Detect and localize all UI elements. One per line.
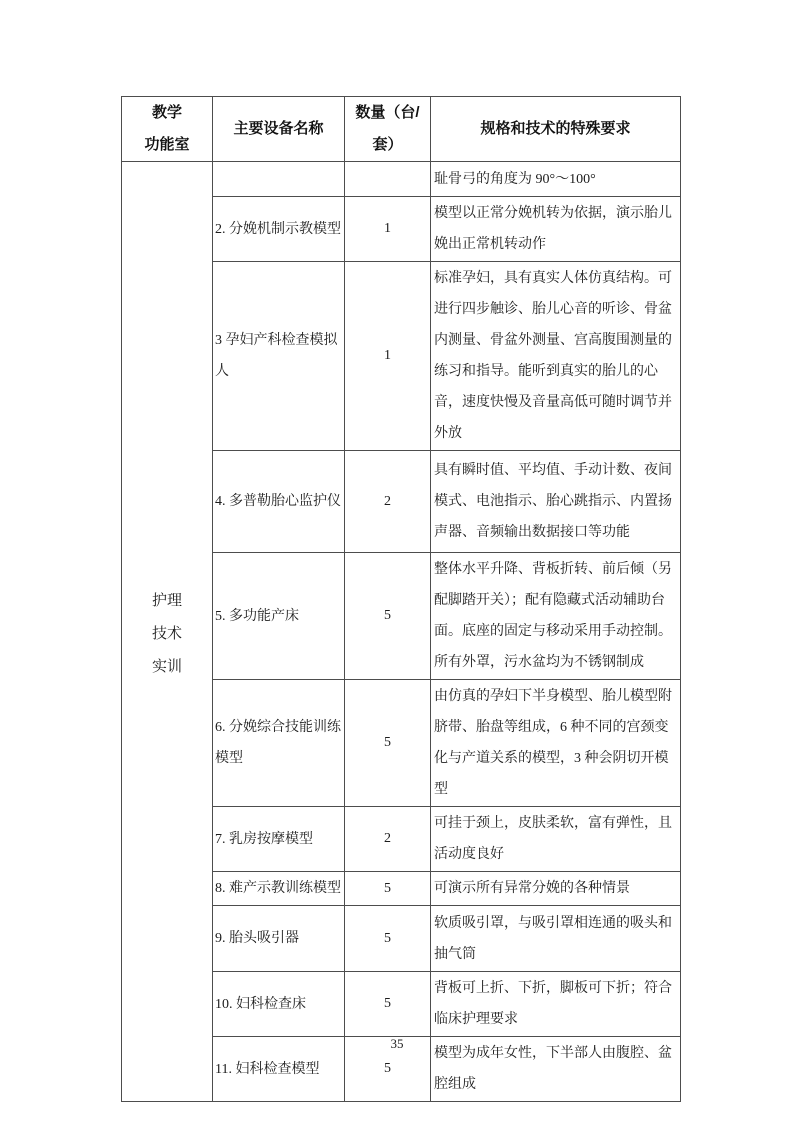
spec-cell: 具有瞬时值、平均值、手动计数、夜间模式、电池指示、胎心跳指示、内置扬声器、音频输出数据接口等功能	[431, 451, 681, 553]
quantity-cell: 5	[345, 972, 431, 1037]
header-room-line1: 教学	[151, 104, 182, 121]
device-name-cell: 2. 分娩机制示教模型	[213, 197, 345, 262]
header-cell-spec: 规格和技术的特殊要求	[431, 97, 681, 162]
spec-cell: 整体水平升降、背板折转、前后倾（另配脚踏开关）；配有隐藏式活动辅助台面。底座的固定与移动采用手动控制。所有外罩，污水盆均为不锈钢制成	[431, 553, 681, 680]
spec-cell: 由仿真的孕妇下半身模型、胎儿模型附脐带、胎盘等组成，6 种不同的宫颈变化与产道关系的模型，3 种会阴切开模型	[431, 680, 681, 807]
quantity-cell: 5	[345, 872, 431, 906]
room-label-line1: 护理	[151, 592, 182, 609]
header-cell-room	[122, 97, 213, 162]
page-number: 35	[390, 1036, 404, 1051]
quantity-cell: 5	[345, 680, 431, 807]
device-name-cell: 4. 多普勒胎心监护仪	[213, 451, 345, 553]
quantity-cell: 2	[345, 451, 431, 553]
room-label-line2: 技术	[151, 625, 182, 642]
spec-cell: 模型以正常分娩机转为依据，演示胎儿娩出正常机转动作	[431, 197, 681, 262]
device-name-cell: 3 孕妇产科检查模拟人	[213, 262, 345, 451]
quantity-cell	[345, 162, 431, 197]
spec-cell: 标准孕妇，具有真实人体仿真结构。可进行四步触诊、胎儿心音的听诊、骨盆内测量、骨盆外测量、宫高腹围测量的练习和指导。能听到真实的胎儿的心音，速度快慢及音量高低可随时调节并外放	[431, 262, 681, 451]
room-label-cell	[122, 162, 213, 1102]
quantity-cell: 2	[345, 807, 431, 872]
quantity-cell: 1	[345, 197, 431, 262]
quantity-cell: 5	[345, 553, 431, 680]
spec-cell: 背板可上折、下折，脚板可下折；符合临床护理要求	[431, 972, 681, 1037]
spec-cell: 模型为成年女性，下半部人由腹腔、盆腔组成	[431, 1037, 681, 1102]
room-label-line3: 实训	[151, 658, 182, 675]
device-name-cell	[213, 162, 345, 197]
header-cell-equipment: 主要设备名称	[213, 97, 345, 162]
spec-cell: 可挂于颈上，皮肤柔软，富有弹性，且活动度良好	[431, 807, 681, 872]
quantity-cell: 5	[345, 906, 431, 972]
device-name-cell: 10. 妇科检查床	[213, 972, 345, 1037]
device-name-cell: 11. 妇科检查模型	[213, 1037, 345, 1102]
device-name-cell: 5. 多功能产床	[213, 553, 345, 680]
device-name-cell: 6. 分娩综合技能训练模型	[213, 680, 345, 807]
header-room-line2: 功能室	[144, 136, 190, 153]
spec-cell: 软质吸引罩，与吸引罩相连通的吸头和抽气筒	[431, 906, 681, 972]
spec-cell: 耻骨弓的角度为 90°～100°	[431, 162, 681, 197]
device-name-cell: 7. 乳房按摩模型	[213, 807, 345, 872]
table-header-row	[122, 97, 681, 162]
spec-cell: 可演示所有异常分娩的各种情景	[431, 872, 681, 906]
quantity-cell: 1	[345, 262, 431, 451]
table-row	[122, 162, 681, 197]
device-name-cell: 8. 难产示教训练模型	[213, 872, 345, 906]
header-cell-quantity: 数量（台/套）	[345, 97, 431, 162]
quantity-cell: 5	[345, 1037, 431, 1102]
device-name-cell: 9. 胎头吸引器	[213, 906, 345, 972]
equipment-table	[121, 96, 681, 1102]
